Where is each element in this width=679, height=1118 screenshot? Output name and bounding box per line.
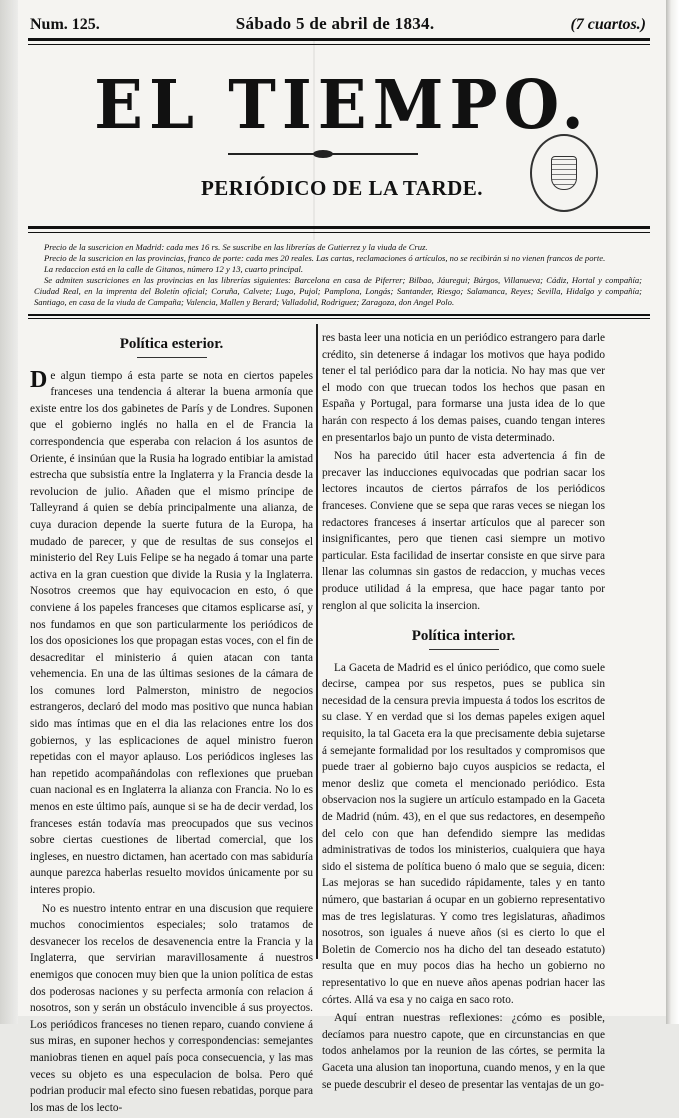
- article-paragraph: Aquí entran nuestras reflexiones: ¿cómo es posible, decíamos para nuestro capote, que en circunstancias en que todos anhelamos por la reunion de las córtes, se permita la Gaceta una alusion tan inoportuna, cuando menos, y en la que se puede descubrir el deseo de presentar las ventajas de un go-: [322, 1012, 605, 1091]
- body-rule-top: [28, 314, 650, 316]
- notice-line: Precio de la suscricion en Madrid: cada mes 16 rs. Se suscribe en las librerías de Gutierrez y la viuda de Cruz.: [44, 242, 428, 252]
- section-title-domestic-politics: Política interior.: [411, 628, 516, 645]
- right-column: [322, 330, 605, 1095]
- notice-line: Precio de la suscricion en las provincias, franco de porte: cada mes 20 reales. Las cartas, reclamaciones ó artículos, no se recibirán si no vienen francos de porte.: [44, 253, 606, 263]
- header-rule-bottom: [28, 226, 650, 229]
- stamp-crest-icon: [551, 156, 577, 190]
- article-paragraph: Nos ha parecido útil hacer esta advertencia á fin de precaver las inducciones equivocadas que podrian sacar los lectores incautos de ciertos párrafos de los periódicos franceses. Conviene que se sepa que raras veces se niegan los redactores franceses á insertar artículos que al parecer son insignificantes, pero que tienen casi siempre un motivo particular. Esta facilidad de insertar consiste en que sirve para llenar las columnas sin gastos de redaccion, y muchas veces produce utilidad á la empresa, que hace pagar tanto por renglon al que solicita la insercion.: [322, 450, 605, 612]
- masthead-title: EL TIEMPO.: [94, 66, 590, 145]
- masthead-ornament: [228, 153, 418, 155]
- header-rule-top-thin: [28, 44, 650, 45]
- section-divider: [429, 649, 499, 650]
- subscription-notice: [34, 242, 642, 308]
- masthead-subtitle: PERIÓDICO DE LA TARDE.: [200, 176, 484, 200]
- notice-line: La redaccion está en la calle de Gitanos, número 12 y 13, cuarto principal.: [44, 264, 304, 274]
- article-paragraph: No es nuestro intento entrar en una discusion que requiere muchos conocimientos especiales; solo tratamos de desvanecer los recelos de desavenencia entre la Francia y la Inglaterra, que servirian maravillosamente á nuestros enemigos que conocen muy bien que la union política de estas dos poderosas naciones y su perfecta armonía con relacion á nosotros, son y serán un obstáculo invencible á sus proyectos. Los periódicos franceses no tienen reparo, cuando conviene á sus miras, en suponer hechos y correspondencias: semejantes maniobras tienen en aquel país poca consecuencia, y las mas veces su objeto es una especulacion de bolsa. Pero qué podrian producir mal efecto sino fuesen rebatidas, porque para los mas de los lecto-: [30, 902, 313, 1114]
- drop-cap: D: [30, 366, 48, 393]
- issue-line: [30, 14, 646, 34]
- header-rule-top: [28, 38, 650, 41]
- issue-price: (7 cuartos.): [570, 16, 646, 33]
- section-divider: [137, 357, 207, 358]
- section-title-foreign-politics: Política esterior.: [119, 336, 224, 352]
- header-rule-bottom-thin: [28, 232, 650, 233]
- article-paragraph: res basta leer una noticia en un periódico estrangero para darle crédito, sin detenerse á indagar los motivos que haya podido tener el tal periódico para dar la noticia. No hay mas que ver el modo con que truecan todos los hechos que pasan en España y Portugal, para formarse una justa idea de lo que harán con respecto á los demas paises, cuando tengan interes en presentarlos bajo un punto de vista determinado.: [322, 332, 605, 444]
- page-right-margin: [666, 0, 679, 1024]
- notice-line: Se admiten suscriciones en las provincias en las librerías siguientes: Barcelona en casa de Piferrer; Bilbao, Jáuregui; Búrgos, Villanueva; Cádiz, Hortal y compañía; Ciudad Real, en la imprenta del Boletín oficial; Coruña, Calvete; Lugo, Pujol; Pamplona, Longás; Santander, Riesgo; Salamanca, Reyes; Sevilla, Hidalgo y compañía; Santiago, en casa de la viuda de Campaña; Valencia, Mallen y Berard; Valladolid, Rodriguez; Zaragoza, don Angel Polo.: [34, 275, 642, 307]
- body-rule-top-thin: [28, 318, 650, 319]
- library-stamp: [530, 134, 598, 212]
- page-left-margin: [0, 0, 18, 1024]
- column-divider: [316, 324, 318, 959]
- issue-date: Sábado 5 de abril de 1834.: [235, 14, 435, 33]
- article-paragraph: La Gaceta de Madrid es el único periódico, que como suele decirse, campea por sus respetos, pues se publica sin necesidad de la censura previa impuesta á todos los escritos de su clase. Y en verdad que si los demas papeles exigen aquel requisito, la tal Gaceta era la que precisamente debia sujetarse á semejante formalidad por los resultados y compromisos que puede traer al gobierno bajo cuyos auspicios se redacta, el menor desliz que cometa el mencionado periódico. Esta observacion nos la sugiere un artículo estampado en la Gaceta de Madrid (núm. 43), en el que sus redactores, en desempeño del celo con que han defendido siempre las medidas administrativas de todos los ministerios, cualquiera que haya sido el sistema de política bueno ó malo que se seguia, dicen: Las mejoras se han sucedido rápidamente, tales y en tanto número, que bastarian á ocupar en un gobierno representativo mas de tres legislaturas. Y como tres legislaturas, añadimos nosotros, son iguales á nueve años (si es cierto lo que el Boletin de Comercio nos ha dicho del tan deseado estatuto) resulta que en muy pocos dias ha hecho un gobierno no representativo lo que en nueve años apenas podrian hacer las córtes. Allá va esa y no caiga en saco roto.: [322, 661, 605, 1006]
- left-column: [30, 322, 313, 1118]
- newspaper-page: [18, 0, 666, 1114]
- article-paragraph: [30, 368, 313, 899]
- issue-number: Num. 125.: [30, 16, 100, 33]
- paragraph-text: e algun tiempo á esta parte se nota en ciertos papeles franceses una tendencia á alterar la buena armonía que existe entre los dos gabinetes de París y de Londres. Suponen que el gobierno inglés no halla en el de Francia la correspondencia que esperaba con relacion á los asuntos de Oriente, é insinúan que la Rusia ha logrado entibiar la amistad estrecha que subsistía entre la Inglaterra y la Francia desde la revolucion de julio. Añaden que el mismo príncipe de Talleyrand á quien se debía principalmente una alianza, de cuya duracion depende la suerte futura de la Europa, ha mudado de parecer, y que de resultas de sus consejos el ministerio del Rey Luis Felipe se ha negado á tomar una parte activa en la gran cuestion que divide la Rusia y la Inglaterra. Nosotros creemos que hay equivocacion en esto, ó que conviene á los papeles franceses que citamos esplicarse así, y nos fundamos en que son particularmente los periódicos de los dos oposiciones los que propagan estas voces, con el fin de desacreditar el ministerio á quien atacan con tanta vehemencia. En una de las últimas sesiones de la cámara de los comunes lord Palmerston, ministro de negocios estrangeros, declaró del modo mas positivo que nunca habian sido mas íntimas que en el dia las relaciones entre los dos gobiernos, y las esplicaciones de aquel ministro fueron repetidas con el mayor aplauso. Los periódicos ingleses las han repetido acompañándolas con reflexiones que prueban cuan nacional es en Inglaterra la alianza con Francia. No lo es menos en este último país, aunque si se ha de decir verdad, los franceses están todavía mas preocupados que sus vecinos sobre ciertas cuestiones de libertad comercial, que los ingleses, en nuestro dictamen, han acertado con mas sabiduría aunque parezca haberlas resuelto movidos únicamente por su interes propio.: [30, 369, 313, 896]
